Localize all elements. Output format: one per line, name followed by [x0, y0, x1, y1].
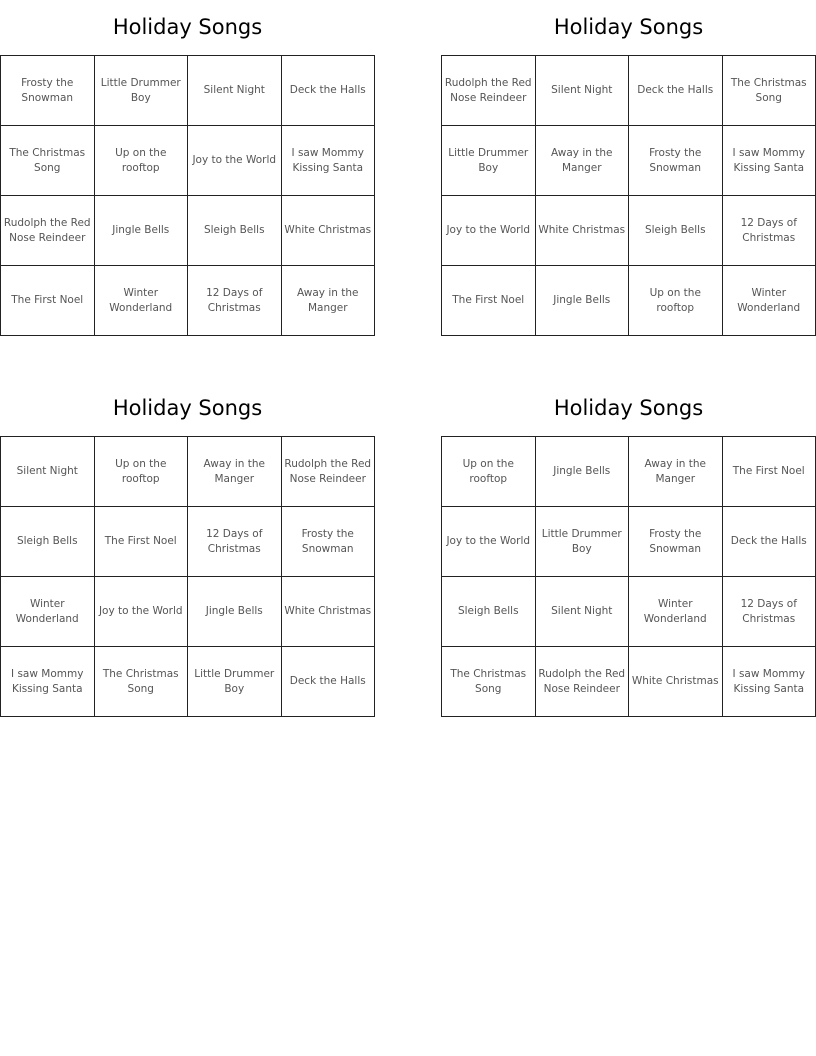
grid-cell: Deck the Halls [629, 56, 723, 126]
grid-cell: Little Drummer Boy [188, 647, 282, 717]
grid-cell: Away in the Manger [536, 126, 630, 196]
grid-cell: Little Drummer Boy [536, 507, 630, 577]
grid-cell: White Christmas [282, 577, 376, 647]
grid-cell: I saw Mommy Kissing Santa [282, 126, 376, 196]
grid-cell: Silent Night [188, 56, 282, 126]
grid-cell: Sleigh Bells [1, 507, 95, 577]
grid-cell: 12 Days of Christmas [188, 507, 282, 577]
bingo-grid [0, 436, 375, 717]
bingo-card-1 [0, 0, 375, 336]
grid-cell: Joy to the World [95, 577, 189, 647]
grid-cell: 12 Days of Christmas [188, 266, 282, 336]
grid-cell: 12 Days of Christmas [723, 577, 816, 647]
grid-cell: I saw Mommy Kissing Santa [723, 647, 816, 717]
bingo-card-3 [0, 381, 375, 717]
grid-cell: White Christmas [629, 647, 723, 717]
card-title: Holiday Songs [112, 396, 263, 420]
grid-cell: The First Noel [1, 266, 95, 336]
grid-cell: Rudolph the Red Nose Reindeer [442, 56, 536, 126]
grid-cell: Little Drummer Boy [442, 126, 536, 196]
grid-cell: Frosty the Snowman [629, 126, 723, 196]
grid-cell: Joy to the World [442, 196, 536, 266]
grid-cell: Silent Night [536, 577, 630, 647]
grid-cell: Deck the Halls [282, 56, 376, 126]
bingo-grid [441, 436, 816, 717]
grid-cell: 12 Days of Christmas [723, 196, 816, 266]
grid-cell: The First Noel [723, 437, 816, 507]
grid-cell: White Christmas [282, 196, 376, 266]
grid-cell: Joy to the World [442, 507, 536, 577]
grid-cell: Up on the rooftop [95, 437, 189, 507]
grid-cell: Jingle Bells [536, 266, 630, 336]
grid-cell: Jingle Bells [95, 196, 189, 266]
grid-cell: Up on the rooftop [95, 126, 189, 196]
grid-cell: The Christmas Song [1, 126, 95, 196]
grid-cell: Up on the rooftop [629, 266, 723, 336]
grid-cell: The First Noel [95, 507, 189, 577]
grid-cell: Frosty the Snowman [629, 507, 723, 577]
grid-cell: Frosty the Snowman [1, 56, 95, 126]
grid-cell: Sleigh Bells [629, 196, 723, 266]
grid-cell: Silent Night [1, 437, 95, 507]
grid-cell: Deck the Halls [723, 507, 816, 577]
grid-cell: The Christmas Song [442, 647, 536, 717]
grid-cell: Rudolph the Red Nose Reindeer [536, 647, 630, 717]
grid-cell: Sleigh Bells [442, 577, 536, 647]
bingo-grid [0, 55, 375, 336]
grid-cell: Joy to the World [188, 126, 282, 196]
grid-cell: Up on the rooftop [442, 437, 536, 507]
grid-cell: Winter Wonderland [723, 266, 816, 336]
bingo-grid [441, 55, 816, 336]
grid-cell: Away in the Manger [282, 266, 376, 336]
grid-cell: The Christmas Song [95, 647, 189, 717]
grid-cell: Sleigh Bells [188, 196, 282, 266]
bingo-card-4 [441, 381, 816, 717]
grid-cell: Jingle Bells [536, 437, 630, 507]
grid-cell: Frosty the Snowman [282, 507, 376, 577]
grid-cell: Winter Wonderland [1, 577, 95, 647]
grid-cell: White Christmas [536, 196, 630, 266]
grid-cell: Rudolph the Red Nose Reindeer [1, 196, 95, 266]
grid-cell: The First Noel [442, 266, 536, 336]
grid-cell: Jingle Bells [188, 577, 282, 647]
grid-cell: Little Drummer Boy [95, 56, 189, 126]
grid-cell: Away in the Manger [629, 437, 723, 507]
grid-cell: Winter Wonderland [629, 577, 723, 647]
grid-cell: Silent Night [536, 56, 630, 126]
grid-cell: Winter Wonderland [95, 266, 189, 336]
card-title: Holiday Songs [553, 396, 704, 420]
grid-cell: I saw Mommy Kissing Santa [723, 126, 816, 196]
grid-cell: The Christmas Song [723, 56, 816, 126]
grid-cell: I saw Mommy Kissing Santa [1, 647, 95, 717]
grid-cell: Deck the Halls [282, 647, 376, 717]
card-title: Holiday Songs [112, 15, 263, 39]
grid-cell: Away in the Manger [188, 437, 282, 507]
card-title: Holiday Songs [553, 15, 704, 39]
grid-cell: Rudolph the Red Nose Reindeer [282, 437, 376, 507]
bingo-card-2 [441, 0, 816, 336]
